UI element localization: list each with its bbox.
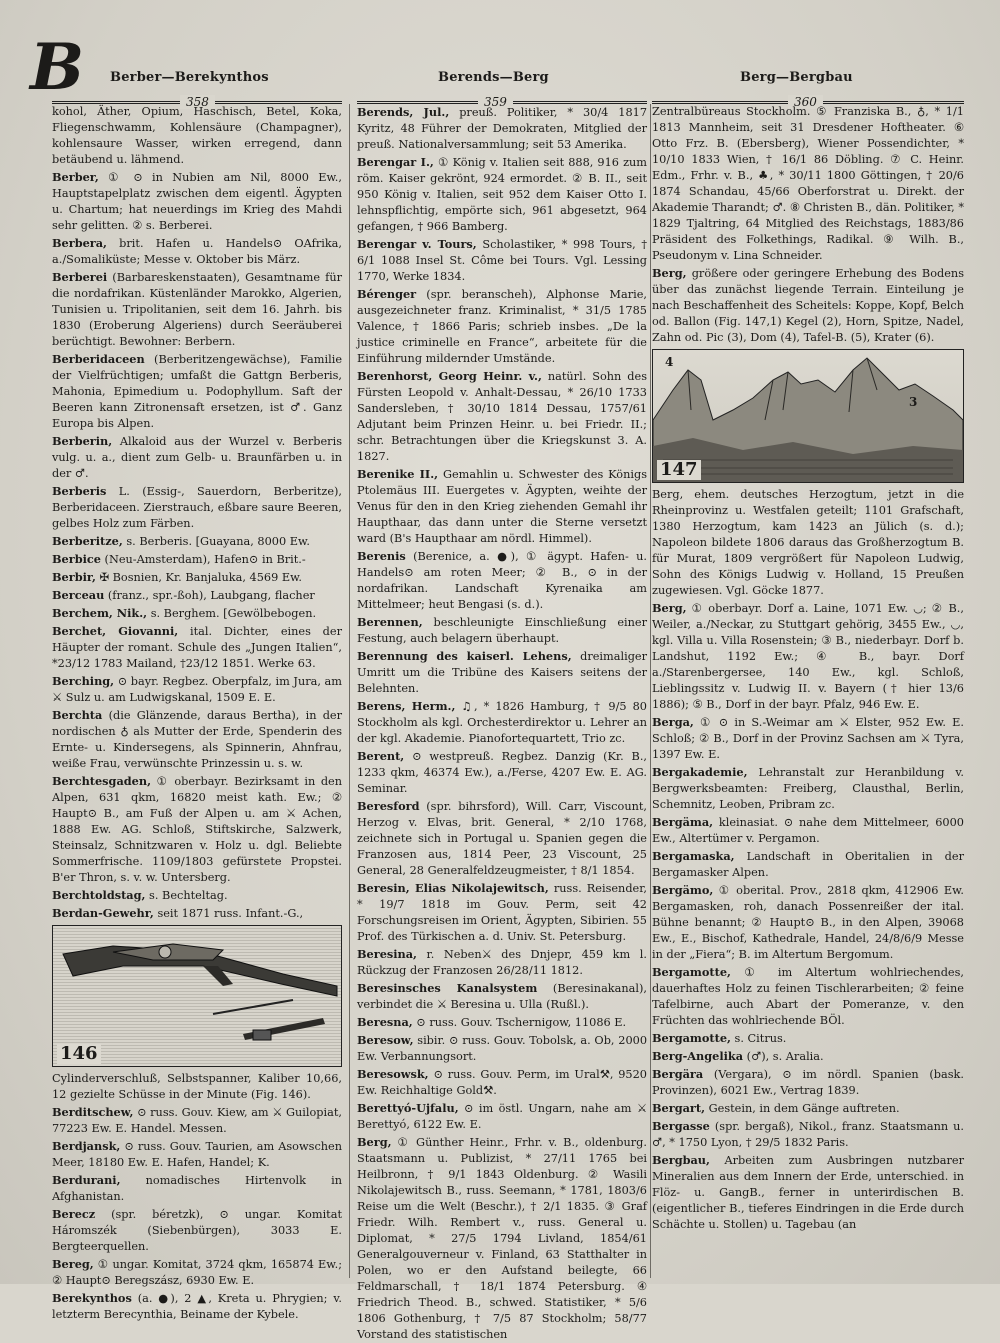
entry [357,946,647,979]
entry-text: Lehranstalt zur Heranbildung v. Bergwerksbeamten: Freiberg, Clausthal, Berlin, Schemnitz, Leoben, Pribram zc. [652,766,965,811]
entry-text: L. (Essig-, Sauerdorn, Berberitze), Berberidaceen. Zierstrauch, eßbare saure Beeren, gelbes Holz zum Färben. [52,485,343,530]
page-number-left: 358 [180,95,215,109]
headword: Bergamotte, [652,965,731,979]
headword: Berecz [52,1207,96,1221]
headword: Beresford [357,799,420,813]
section-letter: B [30,30,85,105]
headword: Bereg, [52,1257,94,1271]
headword: Berber, [52,170,99,184]
entry-text: ⊙ bayr. Regbez. Oberpfalz, im Jura, am ⚔ Sulz u. am Ludwigskanal, 1509 E. E. [52,675,342,704]
entry [357,466,647,547]
entry-text: Zentralbüreaus Stockholm. ⑤ Franziska B., ♁, * 1/1 1813 Mannheim, seit 31 Dresdener Hoftheater. ⑥ Otto Frz. B. (Ebersberg), Wiener Possendichter, * 10/10 1833 Wien, † 16/1 86 Döbling. ⑦ C. Heinr. Edm., Frhr. v. B., ♣, * 30/11 1800 Göttingen, † 20/6 1874 Schandau, 45/66 Oberforstrat u. Direkt. der Akademie Tharandt; ♂. ⑧ Christen B., dän. Politiker, * 1829 Tjaltring, 64 Mitglied des Reichstags, 1883/86 Präsident des Folkethings, Radikal. ⑨ Wilh. B., Pseudonym v. Lina Schneider. [652,105,964,262]
entry [52,707,342,772]
entry [52,1206,342,1255]
entry-text: s. Berberis. [Guayana, 8000 Ew. [126,535,310,548]
headword: Berchtoldstag, [52,888,146,902]
entry [52,351,342,432]
headword: Berengar v. Tours, [357,237,477,251]
entry-text: (Barbareskenstaaten), Gesamtname für die nordafrikan. Küstenländer Marokko, Algerien, Tunisien u. Tripolitanien, seit dem 16. Jahrh. bis 1830 (Eroberung Algeriens) durch Seeräuberei berüchtigt. Bewohner: Berbern. [52,271,343,348]
entry [357,154,647,235]
column-divider [349,104,350,1278]
entry-text: (Vergara), ⊙ im nördl. Spanien (bask. Provinzen), 6021 Ew., Vertrag 1839. [652,1068,964,1097]
entry-text: ① oberbayr. Bezirksamt in den Alpen, 631 qkm, 16820 meist kath. Ew.; ② Haupt⊙ B., am Fuß der Alpen u. am ⚔ Achen, 1888 Ew. AG. Schloß, Stiftskirche, Salzwerk, Steinsalz, Schnitzwaren v. Holz u. dgl. Beliebte Sommerfrische. 1109/1803 gefürstete Propstei. B'er Thron, s. v. w. Untersberg. [52,775,343,884]
entry [652,882,964,963]
headword: Berengar I., [357,155,434,169]
entry-text: (die Glänzende, daraus Bertha), in der nordischen ♁ als Mutter der Erde, Spenderin des Ernte- u. Kindersegens, als Spinnerin, Ahnfrau, weiße Frau, verwünschte Prinzessin u. s. w. [52,709,343,770]
entry [357,798,647,879]
column-center [357,104,648,1341]
entry-text: (spr. béretzk), ⊙ ungar. Komitat Háromszék (Siebenbürgen), 3033 E. Bergteerquellen. [52,1208,343,1253]
headword: Berchem, Nik., [52,606,148,620]
entry-text: Arbeiten zum Ausbringen nutzbarer Mineralien aus dem Innern der Erde, unterschied. in Flöz- u. GangB., ferner in unterirdischen B. (eigentlicher B., tieferes Eindringen in die Erde durch Schächte u. Stollen) u. Tagebau (an [652,1154,965,1231]
headword: Berchtesgaden, [52,774,151,788]
entry [652,1118,964,1151]
entry-text: (Berenice, a. ●), ① ägypt. Hafen- u. Handels⊙ am roten Meer; ② B., ⊙ in der nordafrikan. Landschaft Kyrenaika am Mittelmeer; heut Bengasi (s. d.). [357,550,648,611]
headword: Berenis [357,549,406,563]
entry [357,1100,647,1133]
entry [652,714,964,763]
headword: Berennung des kaiserl. Lehens, [357,649,572,663]
entry [357,648,647,697]
headword: Bergbau, [652,1153,710,1167]
headword: Bergasse [652,1119,710,1133]
entry [357,1014,647,1031]
headword: Bergäma, [652,815,714,829]
entry-text: ⊙ russ. Gouv. Kiew, am ⚔ Guilopiat, 77223 Ew. E. Handel. Messen. [52,1106,342,1135]
entry-text: russ. Reisender, * 19/7 1818 im Gouv. Perm, seit 42 Forschungsreisen im Orient, Ägypten, Sibirien. 55 Prof. des Türkischen a. d. Univ. St. Petersburg. [357,882,647,943]
entry-text: ⊙ westpreuß. Regbez. Danzig (Kr. B., 1233 qkm, 46374 Ew.), a./Ferse, 4207 Ew. E. AG. Seminar. [357,750,648,795]
mountain-illustration [652,349,964,483]
entry [357,880,647,945]
entry-text: s. Bechteltag. [149,889,228,902]
column-divider [650,104,651,1278]
headword: Berg, [652,266,687,280]
headword: Berettyó-Ujfalu, [357,1101,459,1115]
entry [52,1172,342,1205]
entry-text: (Berberitzengewächse), Familie der Vielfrüchtigen; umfaßt die Gattgn Berberis, Mahonia, Epimedium u. Podophyllum. Saft der Beeren kann Zitronensaft ersetzen, ist ♂. Ganz Europa bis Alpen. [52,353,343,430]
headword: Berberis [52,484,107,498]
right-running-head: Berg—Bergbau [740,70,853,85]
headword: Beresina, [357,947,417,961]
entry-text: (♂), s. Aralia. [746,1050,824,1063]
headword: Bergamotte, [652,1031,731,1045]
entry [652,265,964,346]
entry-text: ⊙ russ. Gouv. Tschernigow, 11086 E. [416,1016,627,1029]
entry-text: Scholastiker, * 998 Tours, † 6/1 1088 Insel St. Côme bei Tours. Vgl. Lessing 1770, Werke 1834. [357,238,647,283]
entry-text: (franz., spr.-ßoh), Laubgang, flacher [107,589,315,602]
headword: Berdurani, [52,1173,121,1187]
entry-text: Berg, ehem. deutsches Herzogtum, jetzt in die Rheinprovinz u. Westfalen geteilt; 1101 Grafschaft, 1380 Herzogtum, kam 1423 an Jülich (s. d.); Napoleon bildete 1806 daraus das Großherzogtum B. für Murat, 1809 vergrößert für Napoleon Ludwig, Sohn des Königs Ludwig v. Holland, 15 Preußen zugewiesen. Vgl. Göcke 1877. [652,488,964,597]
headword: Berbice [52,552,101,566]
page-number-center: 359 [478,95,513,109]
headword: Berga, [652,715,694,729]
entry-text: nomadisches Hirtenvolk in Afghanistan. [52,1174,342,1203]
entry-text: (a. ●), 2 ▲, Kreta u. Phrygien; v. letzterm Berecynthia, Beiname der Kybele. [52,1292,342,1321]
entry [52,533,342,550]
entry [52,587,342,604]
entry-text: größere oder geringere Erhebung des Bodens über das zunächst liegende Terrain. Einteilung je nach Beschaffenheit des Scheitels: Koppe, Kopf, Belch od. Ballon (Fig. 147,1) Kegel (2), Horn, Spitze, Nadel, Zahn od. Pic (3), Dom (4), Tafel-B. (5), Krater (6). [652,267,965,344]
entry [652,600,964,713]
headword: Berbera, [52,236,107,250]
headword: Berberin, [52,434,113,448]
entry [52,605,342,622]
entry-text: ① Günther Heinr., Frhr. v. B., oldenburg. Staatsmann u. Publizist, * 27/11 1765 bei Heilbronn, † 9/1 1843 Oldenburg. ② Wasili Nikolajewitsch B., russ. Seemann, * 1781, 1803/6 Reise um die Welt (Beschr.), † 2/1 1835. ③ Graf Friedr. Wilh. Rembert v., russ. General u. Diplomat, * 27/5 1794 Livland, 1854/61 Generalgouverneur v. Finland, 63 Statthalter in Polen, wo er den Aufstand beilegte, 66 Feldmarschall, † 18/1 1874 Petersburg. ④ Friedrich Theod. B., schwed. Statistiker, * 5/6 1806 Gothenburg, † 7/5 87 Stockholm; 58/77 Vorstand des statistischen [357,1136,647,1341]
headword: Bergamaska, [652,849,735,863]
entry-text: ① ungar. Komitat, 3724 qkm, 165874 Ew.; ② Haupt⊙ Beregszász, 6930 Ew. E. [52,1258,342,1287]
headword: Bergära [652,1067,704,1081]
entry-text: ① oberital. Prov., 2818 qkm, 412906 Ew. Bergamasken, roh, danach Possenreißer der ital. Bühne benannt; ② Haupt⊙ B., in den Alpen, 39068 Ew., E., Bischof, Kathedrale, Handel, 24/8/6/9 Messe in der „Fiera“; B. im Altertum Bergomum. [652,884,964,961]
headword: Berennen, [357,615,423,629]
entry-text: Alkaloid aus der Wurzel v. Berberis vulg. u. a., dient zum Gelb- u. Braunfärben u. in der ♂. [52,435,342,480]
headword: Berceau [52,588,105,602]
entry-text: ⊙ russ. Gouv. Perm, im Ural⚒, 9520 Ew. Reichhaltige Gold⚒. [357,1068,647,1097]
left-running-head: Berber—Berekynthos [110,70,269,85]
entry [357,980,647,1013]
entry-text: (spr. bihrsford), Will. Carr, Viscount, Herzog v. Elvas, brit. General, * 2/10 1768, zeichnete sich in Portugal u. Spanien gegen die Franzosen aus, 1814 Peer, 23 Viscount, 25 General, 28 Generalfeldzeugmeister, † 8/1 1854. [357,800,647,877]
entry [52,1104,342,1137]
entry [52,673,342,706]
entry [357,104,647,153]
headword: Beresow, [357,1033,414,1047]
entry [52,569,342,586]
entry [652,814,964,847]
entry [52,169,342,234]
entry [652,1066,964,1099]
entry-text: (Beresinakanal), verbindet die ⚔ Beresina u. Ulla (Rußl.). [357,982,648,1011]
entry [52,235,342,268]
headword: Berberidaceen [52,352,145,366]
headword: Berens, Herm., [357,699,456,713]
entry-text: seit 1871 russ. Infant.-G., [157,907,304,920]
entry-text: ⊙ im östl. Ungarn, nahe am ⚔ Berettyó, 6122 Ew. E. [357,1102,647,1131]
entry-text: kohol, Äther, Opium, Haschisch, Betel, Koka, Fliegenschwamm, Kohlensäure (Champagner), kohlensaure Wasser, wirken erregend, dann betäubend u. lähmend. [52,105,342,166]
entry-text: s. Berghem. [Gewölbebogen. [150,607,317,620]
figure-callout: 3 [909,395,918,409]
center-running-head: Berends—Berg [438,70,549,85]
figure-number: 146 [57,1044,101,1064]
headword: Bergart, [652,1101,706,1115]
headword: Berends, Jul., [357,105,450,119]
headword: Beresna, [357,1015,413,1029]
figure-number: 147 [657,460,701,480]
entry [357,286,647,367]
column-right [652,104,964,1278]
entry [357,1066,647,1099]
entry [52,551,342,568]
entry-text: Cylinderverschluß, Selbstspanner, Kaliber 10,66, 12 gezielte Schüsse in der Minute (Fig. 146). [52,1072,342,1101]
headword: Berching, [52,674,115,688]
entry [652,764,964,813]
entry-text: brit. Hafen u. Handels⊙ OAfrika, a./Somaliküste; Messe v. Oktober bis März. [52,237,343,266]
headword: Berbir, [52,570,96,584]
entry-text: Gestein, in dem Gänge auftreten. [708,1102,900,1115]
entry-text: Landschaft in Oberitalien in der Bergamasker Alpen. [652,850,965,879]
entry-text: ⊙ russ. Gouv. Taurien, am Asowschen Meer, 18180 Ew. E. Hafen, Handel; K. [52,1140,343,1169]
entry-text: dreimaliger Umritt um die Tribüne des Kaisers seitens der Belehnten. [357,650,648,695]
column-left [52,104,343,1321]
entry-text: (Neu-Amsterdam), Hafen⊙ in Brit.- [104,553,306,566]
entry [357,368,647,465]
headword: Bérenger [357,287,417,301]
figure-callout: 4 [665,355,674,369]
entry-text: (spr. bergaß), Nikol., franz. Staatsmann u. ♂, * 1750 Lyon, † 29/5 1832 Paris. [652,1120,965,1149]
headword: Berdjansk, [52,1139,121,1153]
entry [52,433,342,482]
entry [52,905,342,922]
entry [52,269,342,350]
entry [52,1290,342,1323]
entry [52,887,342,904]
headword: Berdan-Gewehr, [52,906,154,920]
entry-text: ① König v. Italien seit 888, 916 zum röm. Kaiser gekrönt, 924 ermordet. ② B. II., seit 950 König v. Italien, seit 952 dem Kaiser Otto I. lehnspflichtig, empörte sich, 961 abgesetzt, 964 gefangen, † 966 Bamberg. [357,156,648,233]
headword: Berekynthos [52,1291,132,1305]
entry-text: natürl. Sohn des Fürsten Leopold v. Anhalt-Dessau, * 26/10 1733 Sandersleben, † 30/10 1814 Dessau, 1757/61 Adjutant beim Prinzen Heinr. u. bei Friedr. II.; schr. Betrachtungen über die Kriegskunst 3. A. 1827. [357,370,647,463]
entry-text: r. Neben⚔ des Dnjepr, 459 km l. Rückzug der Franzosen 26/28/11 1812. [357,948,647,977]
headword: Berg-Angelika [652,1049,744,1063]
headword: Bergakademie, [652,765,748,779]
entry [52,623,342,672]
headword: Berenike II., [357,467,439,481]
headword: Beresinsches Kanalsystem [357,981,538,995]
entry-text: sibir. ⊙ russ. Gouv. Tobolsk, a. Ob, 2000 Ew. Verbannungsort. [357,1034,648,1063]
entry [652,1100,964,1117]
entry-text: Gemahlin u. Schwester des Königs Ptolemäus III. Euergetes v. Ägypten, weihte der Venus für den in den Krieg ziehenden Gemahl ihr Haupthaar, das dann unter die Sterne versetzt ward (B's Haupthaar am nördl. Himmel). [357,468,647,545]
entry [52,483,342,532]
entry-text: (spr. beranscheh), Alphonse Marie, ausgezeichneter franz. Kriminalist, * 31/5 1785 Valence, † 1866 Paris; schrieb insbes. „De la justice criminelle en France“, arbeitete für die Einführung mildernder Umstände. [357,288,647,365]
headword: Berberei [52,270,108,284]
headword: Bergämo, [652,883,714,897]
entry [652,1030,964,1047]
entry [652,964,964,1029]
entry [652,848,964,881]
entry [52,1138,342,1171]
entry [357,1134,647,1343]
entry-text: s. Citrus. [734,1032,787,1045]
entry-text: preuß. Politiker, * 30/4 1817 Kyritz, 48 Führer der Demokraten, Mitglied der preuß. Nationalversammlung; seit 53 Amerika. [357,106,648,151]
headword: Berg, [652,601,687,615]
entry-text: ✠ Bosnien, Kr. Banjaluka, 4569 Ew. [99,571,303,584]
entry [357,548,647,613]
entry [357,748,647,797]
rifle-illustration [52,925,342,1067]
page-number-right: 360 [788,95,823,109]
entry [357,1032,647,1065]
entry [357,614,647,647]
headword: Berg, [357,1135,392,1149]
headword: Berchet, Giovanni, [52,624,179,638]
headword: Berenhorst, Georg Heinr. v., [357,369,542,383]
entry [52,773,342,886]
entry [52,1256,342,1289]
entry [652,1048,964,1065]
entry-text: ① ⊙ in Nubien am Nil, 8000 Ew., Hauptstapelplatz zwischen dem eigentl. Ägypten u. Chartum; hat neuerdings im Krieg des Mahdi sehr gelitten. ② s. Berberei. [52,171,342,232]
headword: Berditschew, [52,1105,134,1119]
entry [652,1152,964,1233]
entry-text: ① ⊙ in S.-Weimar am ⚔ Elster, 952 Ew. E. Schloß; ② B., Dorf in der Provinz Sachsen am ⚔ Tyra, 1397 Ew. E. [652,716,964,761]
headword: Berent, [357,749,405,763]
entry [357,698,647,747]
headword: Berberitze, [52,534,123,548]
entry-text: ① im Altertum wohlriechendes, dauerhaftes Holz zu feinen Tischlerarbeiten; ② feine Tafelbirne, auch Abart der Pomeranze, v. den Früchten das wohlriechende BÖl. [652,966,964,1027]
entry-text: ♫, * 1826 Hamburg, † 9/5 80 Stockholm als kgl. Orchesterdirektor u. Lehrer an der kgl. Akademie. Pianofortequartett, Trio zc. [357,700,647,745]
entry-text: ① oberbayr. Dorf a. Laine, 1071 Ew. ◡; ② B., Weiler, a./Neckar, zu Stuttgart gehörig, 3455 Ew., ◡, kgl. Villa u. Villa Rosenstein; ③ B., niederbayr. Dorf b. Landshut, 1192 Ew.; ④ B., bayr. Dorf a./Starenbergersee, 140 Ew., kgl. Schloß, Lieblingssitz v. Ludwig II. v. Bayern († hier 13/6 1886); ⑤ B., Dorf in der bayr. Pfalz, 946 Ew. E. [652,602,964,711]
headword: Beresowsk, [357,1067,429,1081]
entry-text: beschleunigte Einschließung einer Festung, auch belagern überhaupt. [357,616,648,645]
entry-text: kleinasiat. ⊙ nahe dem Mittelmeer, 6000 Ew., Altertümer v. Pergamon. [652,816,964,845]
headword: Berchta [52,708,103,722]
entry [357,236,647,285]
headword: Beresin, Elias Nikolajewitsch, [357,881,549,895]
entry-text: ital. Dichter, eines der Häupter der romant. Schule des „Jungen Italien“, *23/12 1783 Mailand, †23/12 1851. Werke 63. [52,625,342,670]
